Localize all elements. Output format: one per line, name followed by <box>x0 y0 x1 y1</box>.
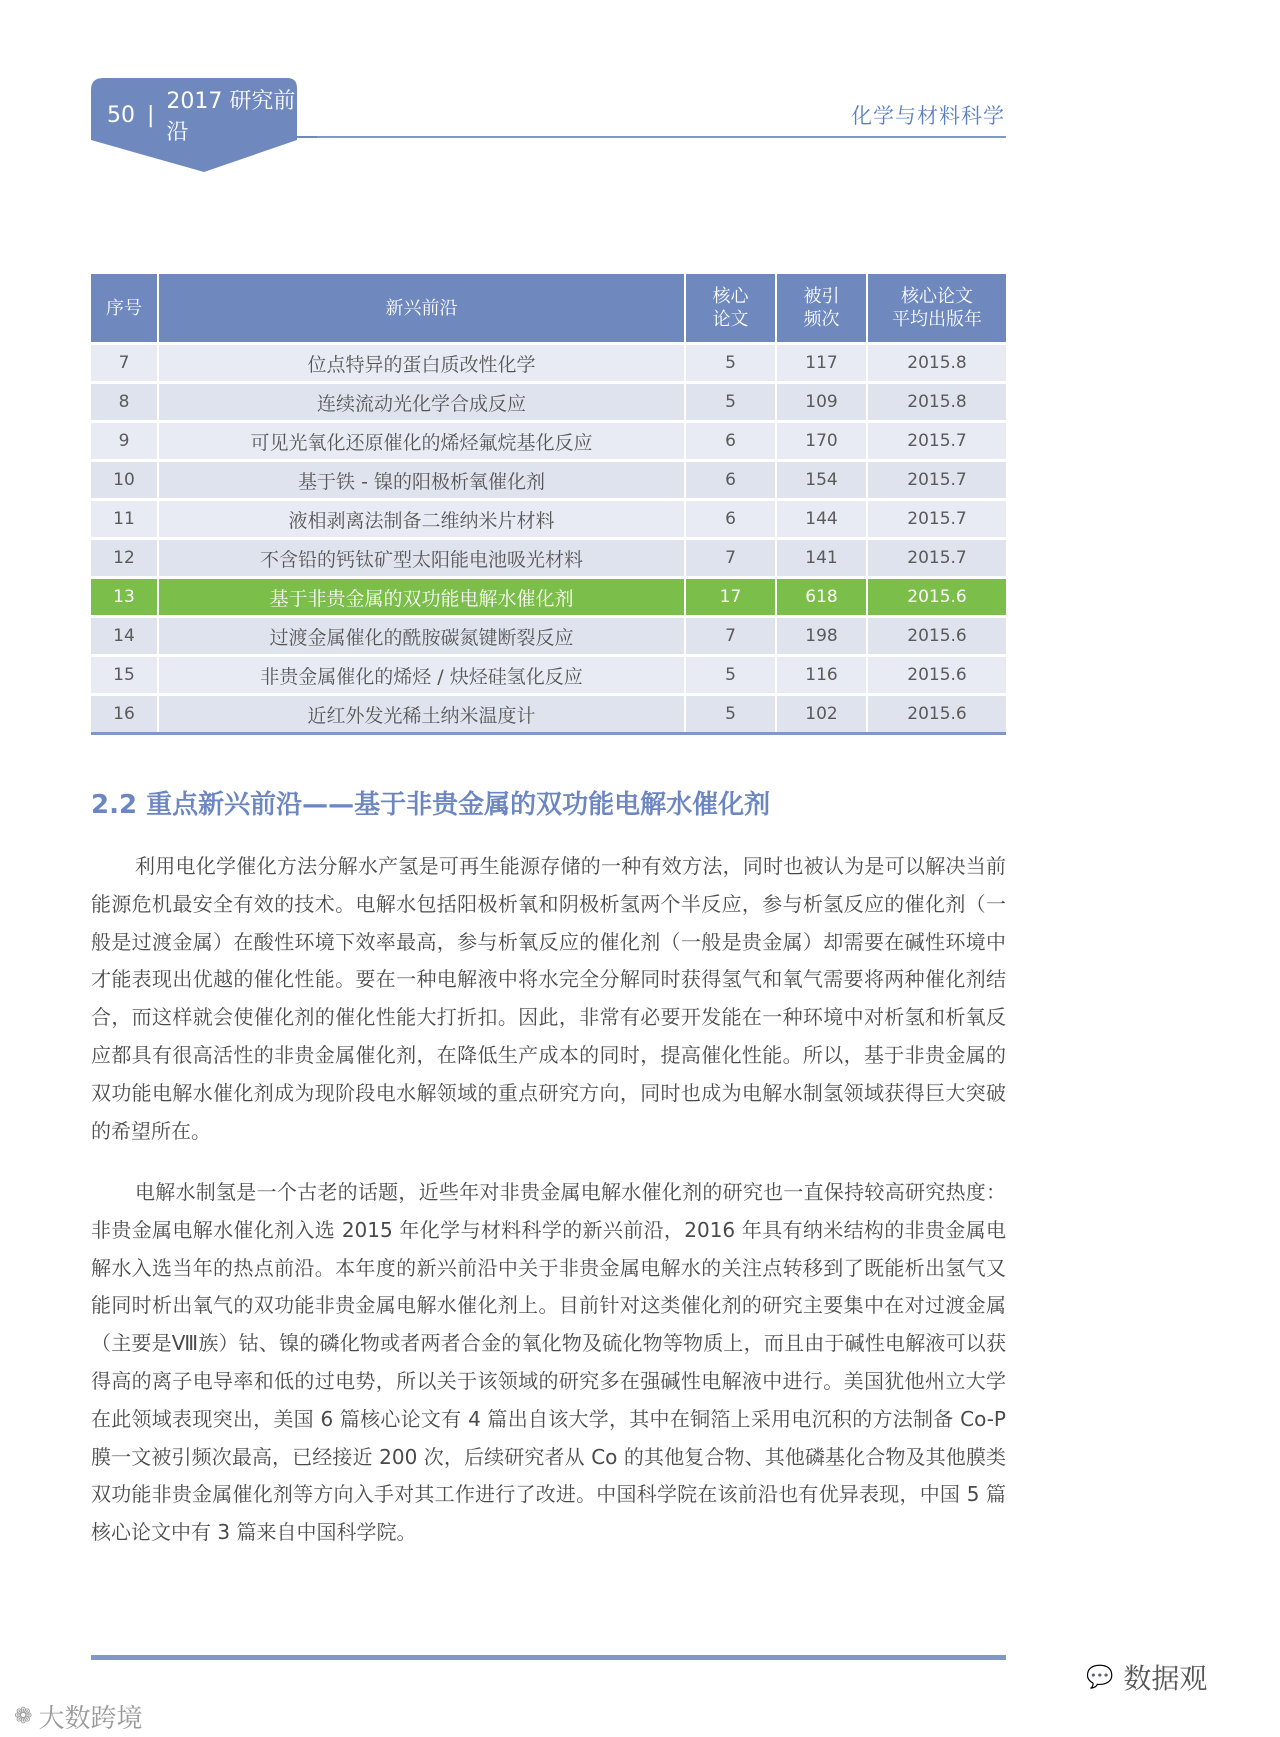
cell-col-avg-year: 2015.7 <box>867 500 1006 539</box>
cell-col-core-papers: 5 <box>685 695 776 734</box>
table-row <box>91 383 1006 422</box>
header-col-avg-year: 核心论文 平均出版年 <box>867 274 1006 344</box>
cell-col-avg-year: 2015.6 <box>867 617 1006 656</box>
paragraph-2: 电解水制氢是一个古老的话题，近些年对非贵金属电解水催化剂的研究也一直保持较高研究热度：非贵金属电解水催化剂入选 2015 年化学与材料科学的新兴前沿，2016 年具有纳米结构的非贵金属电解水入选当年的热点前沿。本年度的新兴前沿中关于非贵金属电解水的关注点转移到了既能析出氢气又能同时析出氧气的双功能非贵金属电解水催化剂上。目前针对这类催化剂的研究主要集中在对过渡金属（主要是Ⅷ族）钴、镍的磷化物或者两者合金的氧化物及硫化物等物质上，而且由于碱性电解液可以获得高的离子电导率和低的过电势，所以关于该领域的研究多在强碱性电解液中进行。美国犹他州立大学在此领域表现突出，美国 6 篇核心论文有 4 篇出自该大学，其中在铜箔上采用电沉积的方法制备 Co-P 膜一文被引频次最高，已经接近 200 次，后续研究者从 Co 的其他复合物、其他磷基化合物及其他膜类双功能非贵金属催化剂等方向入手对其工作进行了改进。中国科学院在该前沿也有优异表现，中国 5 篇核心论文中有 3 篇来自中国科学院。 <box>91 1180 1006 1545</box>
cell-col-core-papers: 7 <box>685 539 776 578</box>
cell-col-front: 位点特异的蛋白质改性化学 <box>158 344 685 383</box>
paragraph-1: 利用电化学催化方法分解水产氢是可再生能源存储的一种有效方法，同时也被认为是可以解决当前能源危机最安全有效的技术。电解水包括阳极析氧和阴极析氢两个半反应，参与析氢反应的催化剂（一般是过渡金属）在酸性环境下效率最高，参与析氧反应的催化剂（一般是贵金属）却需要在碱性环境中才能表现出优越的催化性能。要在一种电解液中将水完全分解同时获得氢气和氧气需要将两种催化剂结合，而这样就会使催化剂的催化性能大打折扣。因此，非常有必要开发能在一种环境中对析氢和析氧反应都具有很高活性的非贵金属催化剂，在降低生产成本的同时，提高催化性能。所以，基于非贵金属的双功能电解水催化剂成为现阶段电水解领域的重点研究方向，同时也成为电解水制氢领域获得巨大突破的希望所在。 <box>91 854 1006 1143</box>
cell-col-index: 10 <box>91 461 158 500</box>
cell-col-avg-year: 2015.6 <box>867 656 1006 695</box>
wechat-icon: 💬 <box>1086 1664 1114 1690</box>
table-row <box>91 500 1006 539</box>
watermark-right-text: 数据观 <box>1123 1662 1208 1695</box>
cell-col-index: 8 <box>91 383 158 422</box>
table-row <box>91 617 1006 656</box>
cell-col-citations: 618 <box>776 578 867 617</box>
cell-col-core-papers: 7 <box>685 617 776 656</box>
cell-col-core-papers: 5 <box>685 383 776 422</box>
header-col-citations: 被引 频次 <box>776 274 867 344</box>
cell-col-avg-year: 2015.7 <box>867 539 1006 578</box>
cell-col-avg-year: 2015.7 <box>867 461 1006 500</box>
footer-rule <box>91 1655 1006 1660</box>
cell-col-avg-year: 2015.6 <box>867 578 1006 617</box>
header-col-front: 新兴前沿 <box>158 274 685 344</box>
cell-col-citations: 154 <box>776 461 867 500</box>
table-row <box>91 578 1006 617</box>
section-heading: 2.2 重点新兴前沿——基于非贵金属的双功能电解水催化剂 <box>91 790 771 820</box>
cell-col-citations: 102 <box>776 695 867 734</box>
header-col-core-papers: 核心 论文 <box>685 274 776 344</box>
cell-col-citations: 109 <box>776 383 867 422</box>
header-separator: | <box>147 102 155 128</box>
table-row <box>91 461 1006 500</box>
table-row <box>91 422 1006 461</box>
cell-col-citations: 170 <box>776 422 867 461</box>
cell-col-index: 11 <box>91 500 158 539</box>
cell-col-front: 基于非贵金属的双功能电解水催化剂 <box>158 578 685 617</box>
table-row <box>91 344 1006 383</box>
cell-col-index: 15 <box>91 656 158 695</box>
watermark-left <box>14 1698 142 1735</box>
table-header-row <box>91 274 1006 344</box>
header-rule <box>317 136 1006 138</box>
cell-col-index: 9 <box>91 422 158 461</box>
table-row <box>91 695 1006 734</box>
cell-col-front: 液相剥离法制备二维纳米片材料 <box>158 500 685 539</box>
cell-col-index: 16 <box>91 695 158 734</box>
cell-col-core-papers: 6 <box>685 422 776 461</box>
cell-col-core-papers: 17 <box>685 578 776 617</box>
cell-col-front: 近红外发光稀土纳米温度计 <box>158 695 685 734</box>
watermark-left-text: 大数跨境 <box>38 1704 143 1734</box>
cell-col-front: 连续流动光化学合成反应 <box>158 383 685 422</box>
cell-col-core-papers: 6 <box>685 500 776 539</box>
cell-col-front: 过渡金属催化的酰胺碳氮键断裂反应 <box>158 617 685 656</box>
header-col-index: 序号 <box>91 274 158 344</box>
cell-col-front: 基于铁 - 镍的阳极析氧催化剂 <box>158 461 685 500</box>
page-number: 50 <box>107 102 135 128</box>
cell-col-index: 14 <box>91 617 158 656</box>
section-title: 化学与材料科学 <box>851 104 1005 128</box>
watermark-right <box>1086 1657 1207 1697</box>
cell-col-core-papers: 5 <box>685 344 776 383</box>
cell-col-front: 非贵金属催化的烯烃 / 炔烃硅氢化反应 <box>158 656 685 695</box>
page-header <box>91 89 311 145</box>
cell-col-citations: 117 <box>776 344 867 383</box>
cell-col-avg-year: 2015.6 <box>867 695 1006 734</box>
watermark-logo-icon: ❁ <box>14 1704 33 1729</box>
cell-col-avg-year: 2015.8 <box>867 344 1006 383</box>
publication-title: 2017 研究前沿 <box>166 89 296 145</box>
cell-col-index: 12 <box>91 539 158 578</box>
cell-col-citations: 116 <box>776 656 867 695</box>
table-row <box>91 539 1006 578</box>
cell-col-citations: 198 <box>776 617 867 656</box>
cell-col-front: 可见光氧化还原催化的烯烃氟烷基化反应 <box>158 422 685 461</box>
cell-col-avg-year: 2015.8 <box>867 383 1006 422</box>
cell-col-index: 7 <box>91 344 158 383</box>
cell-col-core-papers: 6 <box>685 461 776 500</box>
cell-col-index: 13 <box>91 578 158 617</box>
cell-col-citations: 141 <box>776 539 867 578</box>
emerging-fronts-table <box>91 274 1006 735</box>
table-row <box>91 656 1006 695</box>
cell-col-citations: 144 <box>776 500 867 539</box>
cell-col-core-papers: 5 <box>685 656 776 695</box>
cell-col-front: 不含铅的钙钛矿型太阳能电池吸光材料 <box>158 539 685 578</box>
cell-col-avg-year: 2015.7 <box>867 422 1006 461</box>
